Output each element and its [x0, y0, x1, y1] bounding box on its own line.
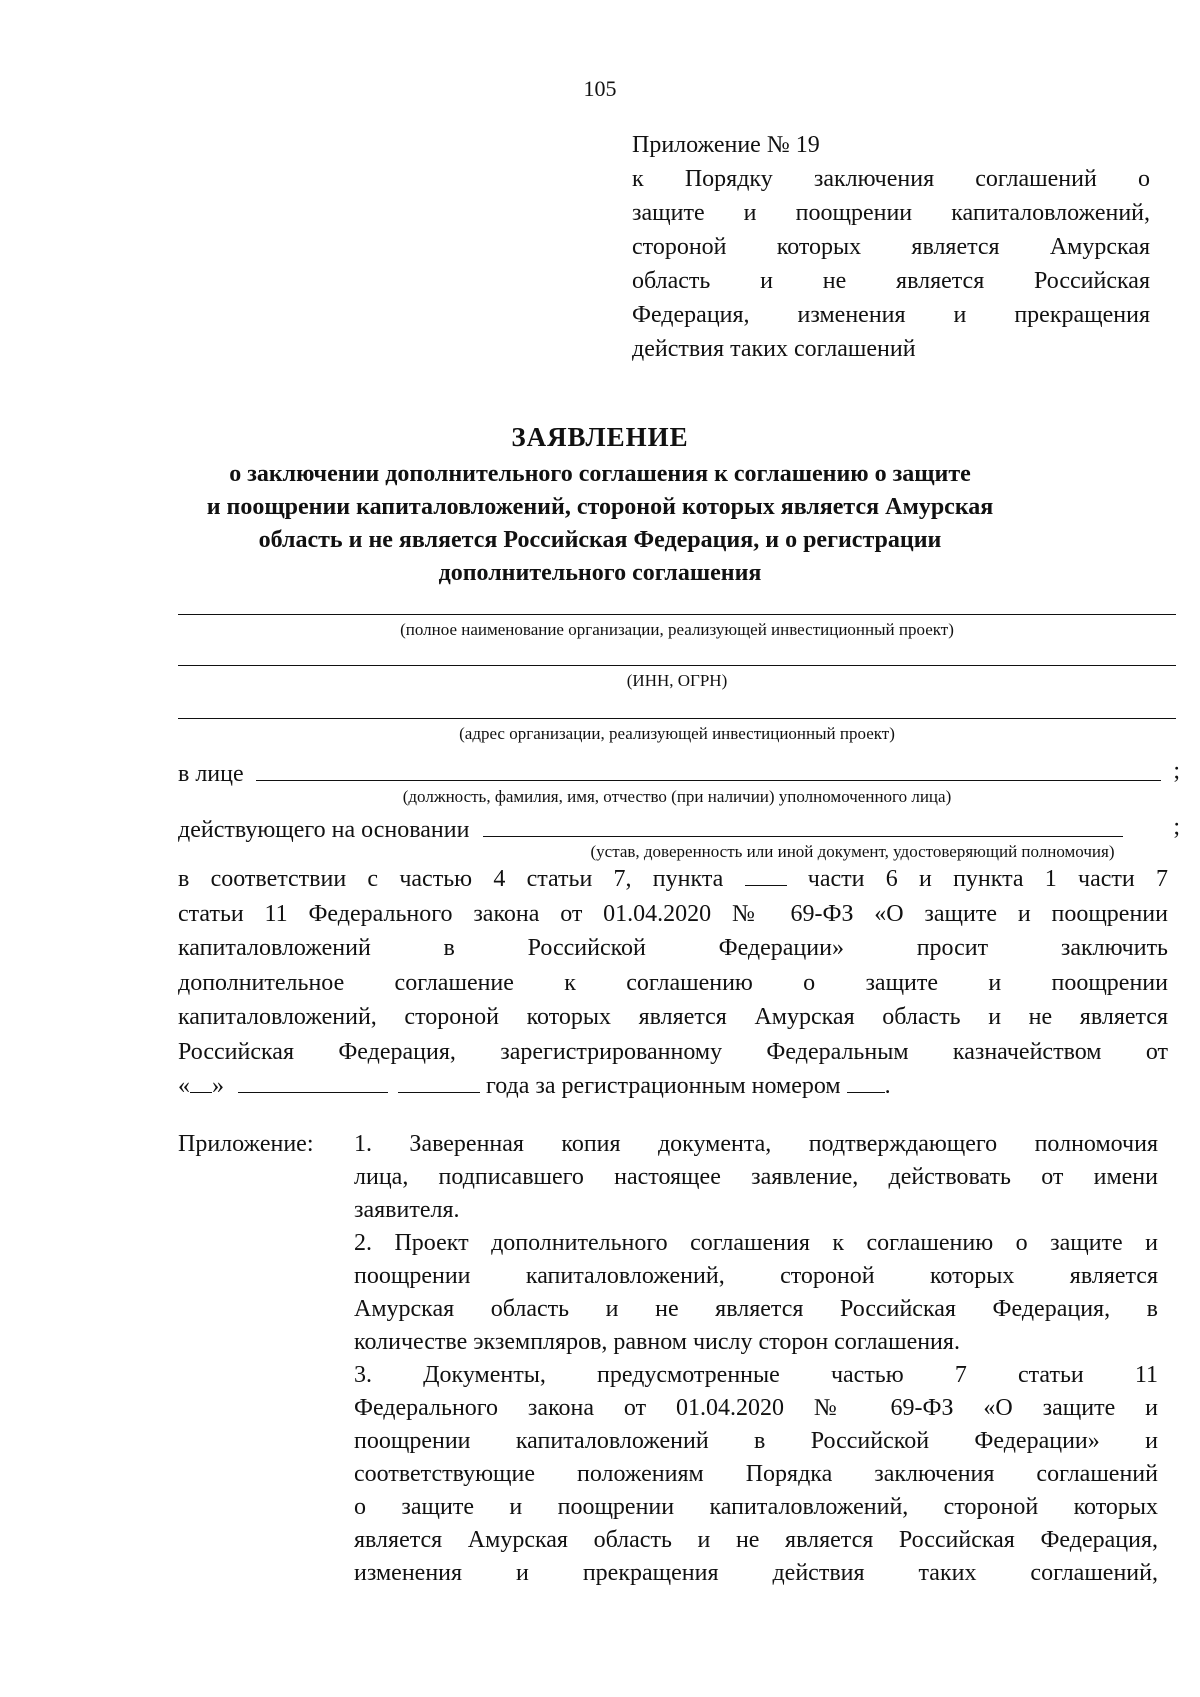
line-end-mark: ; — [1173, 814, 1180, 840]
attachment-line: поощрении капиталовложений, стороной которых является — [354, 1263, 1158, 1289]
attachment-line: Федерального закона от 01.04.2020 № 69-ФЗ «О защите и — [354, 1395, 1158, 1421]
attachment-line: является Амурская область и не является Российская Федерация, — [354, 1527, 1158, 1553]
subtitle-line: дополнительного соглашения — [438, 560, 762, 586]
in-person-label: в лице — [178, 761, 244, 787]
representative-row — [178, 756, 1178, 789]
body-line: капиталовложений в Российской Федерации» просит заключить — [178, 935, 1168, 961]
body-text-segment: в соответствии с частью 4 статьи 7, пункта — [178, 866, 724, 892]
body-line — [178, 862, 1168, 897]
inn-ogrn-caption: (ИНН, ОГРН) — [626, 671, 728, 690]
attachments-label: Приложение: — [178, 1131, 314, 1157]
attachment-line: 1. Заверенная копия документа, подтверждающего полномочия — [354, 1131, 1158, 1157]
attachment-item — [354, 1359, 1158, 1590]
subtitle-line: и поощрении капиталовложений, стороной которых является Амурская — [206, 494, 994, 520]
attachment-line: 2. Проект дополнительного соглашения к соглашению о защите и — [354, 1230, 1158, 1256]
line-end-mark: ; — [1173, 758, 1180, 784]
org-address-caption: (адрес организации, реализующей инвестиционный проект) — [459, 724, 895, 743]
clause-number-field[interactable] — [745, 863, 787, 886]
appendix-line: Приложение № 19 — [632, 132, 820, 158]
body-line — [178, 1069, 1168, 1104]
body-line: Российская Федерация, зарегистрированному Федеральным казначейством от — [178, 1038, 1168, 1065]
body-line: капиталовложений, стороной которых является Амурская область и не является — [178, 1004, 1168, 1030]
attachment-line: лица, подписавшего настоящее заявление, действовать от имени — [354, 1164, 1158, 1190]
document-title-block — [0, 420, 1200, 590]
representative-caption: (должность, фамилия, имя, отчество (при наличии) уполномоченного лица) — [402, 787, 952, 806]
appendix-line: область и не является Российская — [632, 268, 1150, 294]
inn-ogrn-field[interactable] — [178, 665, 1176, 666]
attachment-line: поощрении капиталовложений в Российской Федерации» и — [354, 1428, 1158, 1454]
appendix-line: защите и поощрении капиталовложений, — [632, 200, 1150, 226]
attachment-line: соответствующие положениям Порядка заключения соглашений — [354, 1461, 1158, 1487]
representative-field[interactable] — [256, 756, 1161, 781]
attachments-list — [354, 1128, 1158, 1590]
attachment-line: заявителя. — [354, 1197, 460, 1223]
document-title: ЗАЯВЛЕНИЕ — [511, 422, 689, 452]
date-month-field[interactable] — [238, 1070, 388, 1093]
attachment-line: Амурская область и не является Российская Федерация, в — [354, 1296, 1158, 1322]
document-subtitle — [0, 458, 1200, 590]
body-text-segment: года за регистрационным номером — [486, 1073, 841, 1099]
appendix-line: Федерация, изменения и прекращения — [632, 302, 1150, 328]
org-name-caption: (полное наименование организации, реализующей инвестиционный проект) — [400, 620, 954, 639]
attachment-line: 3. Документы, предусмотренные частью 7 статьи 11 — [354, 1362, 1158, 1388]
appendix-reference — [632, 128, 1150, 366]
appendix-line: к Порядку заключения соглашений о — [632, 166, 1150, 192]
appendix-line: действия таких соглашений — [632, 336, 916, 362]
appendix-line: стороной которых является Амурская — [632, 234, 1150, 260]
attachment-item — [354, 1128, 1158, 1227]
date-day-field[interactable] — [190, 1070, 212, 1093]
org-address-field[interactable] — [178, 718, 1176, 719]
page-number: 105 — [583, 76, 617, 101]
date-year-field[interactable] — [398, 1070, 480, 1093]
body-text-segment: части 6 и пункта 1 части 7 — [807, 866, 1168, 892]
subtitle-line: область и не является Российская Федерация, и о регистрации — [258, 527, 942, 553]
basis-field[interactable] — [483, 812, 1123, 837]
attachment-item — [354, 1227, 1158, 1359]
attachment-line: о защите и поощрении капиталовложений, стороной которых — [354, 1494, 1158, 1520]
body-line: дополнительное соглашение к соглашению о защите и поощрении — [178, 969, 1168, 996]
org-name-field[interactable] — [178, 614, 1176, 615]
subtitle-line: о заключении дополнительного соглашения к соглашению о защите — [229, 461, 971, 487]
sentence-end: . — [884, 1073, 891, 1099]
attachment-line: количестве экземпляров, равном числу сторон соглашения. — [354, 1329, 960, 1355]
date-quote-open: « — [178, 1073, 190, 1099]
acting-label: действующего на основании — [178, 817, 470, 843]
attachment-line: изменения и прекращения действия таких соглашений, — [354, 1560, 1158, 1586]
request-paragraph — [178, 862, 1168, 1104]
date-quote-close: » — [212, 1073, 224, 1099]
body-line: статьи 11 Федерального закона от 01.04.2020 № 69-ФЗ «О защите и поощрении — [178, 900, 1168, 927]
registration-number-field[interactable] — [847, 1070, 885, 1093]
basis-caption: (устав, доверенность или иной документ, удостоверяющий полномочия) — [590, 842, 1115, 861]
basis-row — [178, 812, 1178, 845]
